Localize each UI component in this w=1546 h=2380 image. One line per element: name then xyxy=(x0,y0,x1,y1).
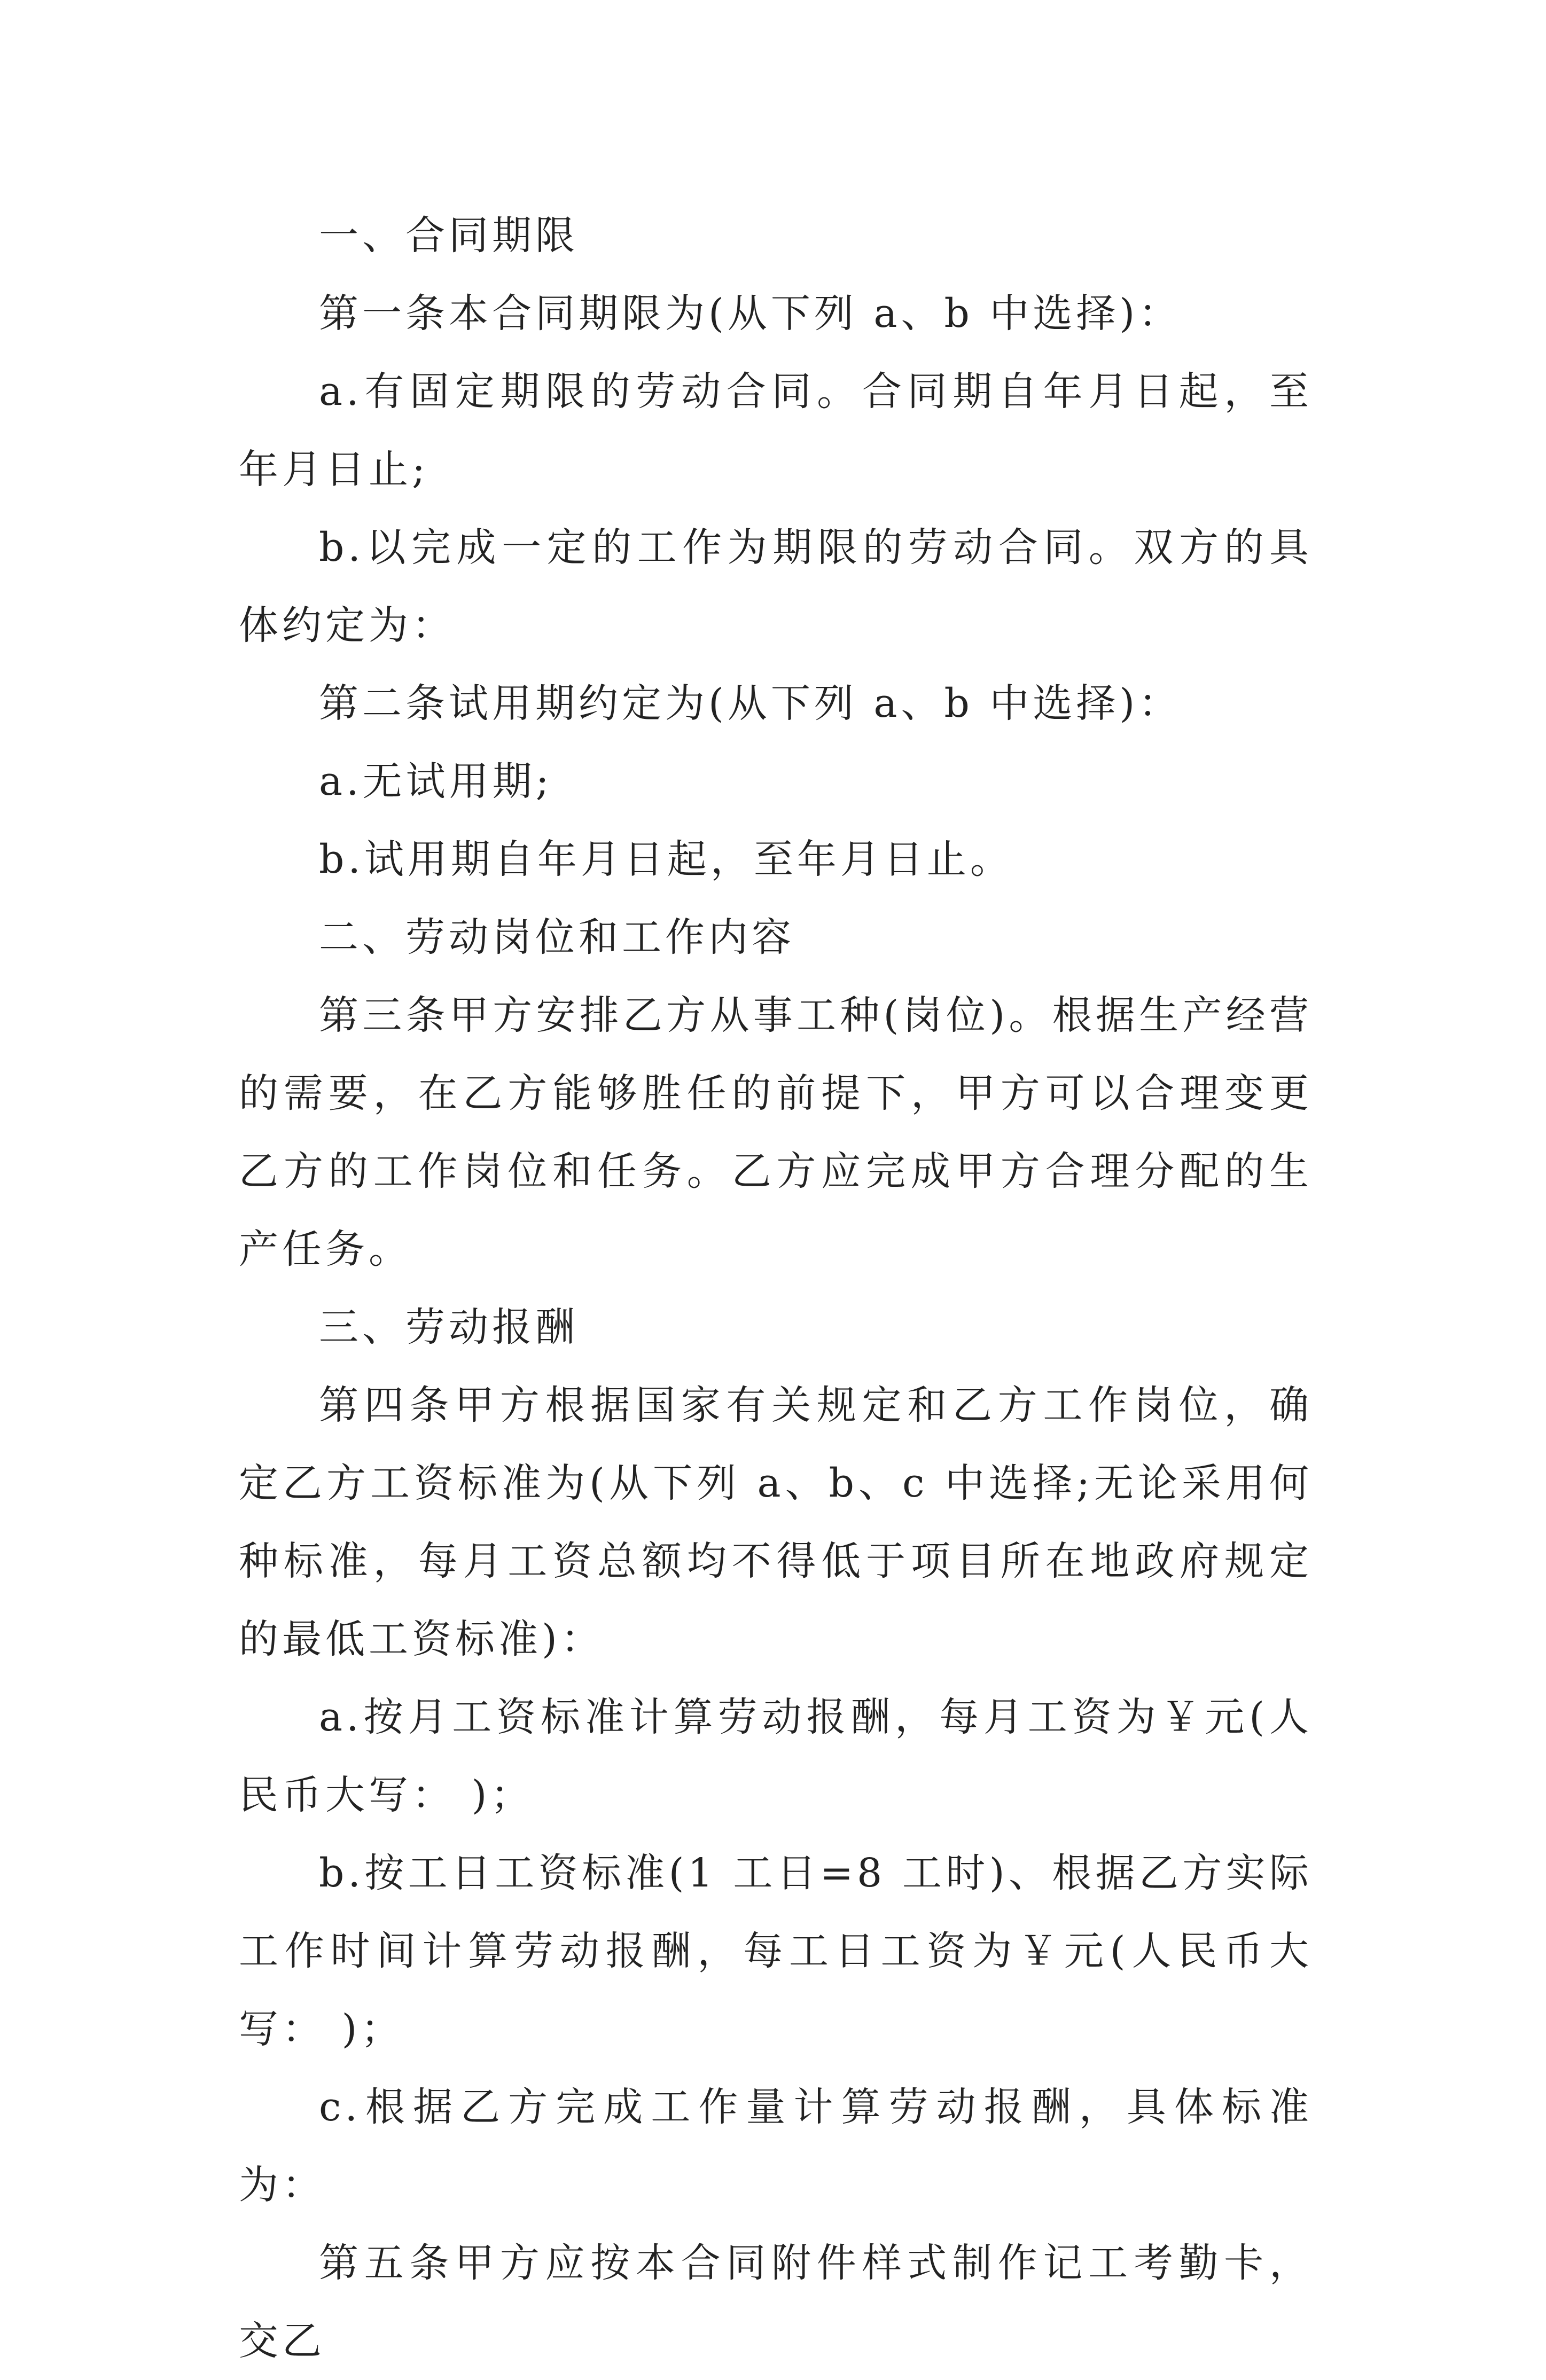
article-4-option-c: c.根据乙方完成工作量计算劳动报酬，具体标准为： xyxy=(239,2084,1313,2208)
article-5: 第五条甲方应按本合同附件样式制作记工考勤卡，交乙 xyxy=(239,2240,1313,2364)
article-1: 第一条本合同期限为(从下列 a、b 中选择)： xyxy=(319,291,1182,336)
article-3: 第三条甲方安排乙方从事工种(岗位)。根据生产经营的需要，在乙方能够胜任的前提下，甲方可以合理变更乙方的工作岗位和任务。乙方应完成甲方合理分配的生产任务。 xyxy=(239,992,1313,1272)
section-heading-remuneration: 三、劳动报酬 xyxy=(319,1304,579,1350)
article-1-option-a: a.有固定期限的劳动合同。合同期自年月日起，至年月日止; xyxy=(239,369,1313,492)
article-4-option-a: a.按月工资标准计算劳动报酬，每月工资为￥元(人民币大写： )； xyxy=(239,1694,1313,1818)
article-2: 第二条试用期约定为(从下列 a、b 中选择)： xyxy=(319,680,1182,726)
section-heading-job-position: 二、劳动岗位和工作内容 xyxy=(319,914,795,960)
document-body xyxy=(239,197,1313,2380)
article-1-option-b: b.以完成一定的工作为期限的劳动合同。双方的具体约定为： xyxy=(239,524,1313,648)
section-heading-contract-term: 一、合同期限 xyxy=(319,213,579,259)
article-4: 第四条甲方根据国家有关规定和乙方工作岗位，确定乙方工资标准为(从下列 a、b、c 中选择;无论采用何种标准，每月工资总额均不得低于项目所在地政府规定的最低工资标准)： xyxy=(239,1382,1313,1662)
article-4-option-b: b.按工日工资标准(1 工日=8 工时)、根据乙方实际工作时间计算劳动报酬，每工日工资为￥元(人民币大写： )； xyxy=(239,1850,1313,2052)
article-2-option-a: a.无试用期; xyxy=(319,758,553,804)
article-2-option-b: b.试用期自年月日起，至年月日止。 xyxy=(319,836,1013,882)
